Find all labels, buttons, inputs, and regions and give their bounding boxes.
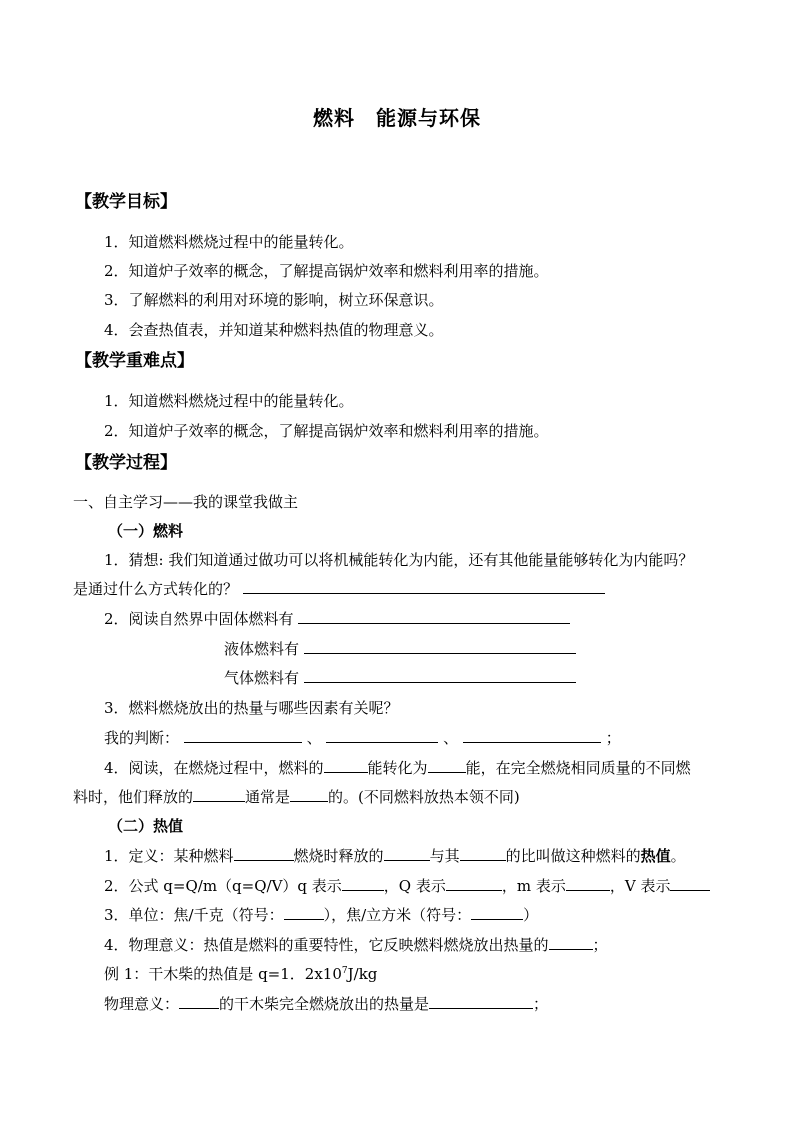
heat-value-term: 热值 [640,847,671,865]
example-line [104,963,377,985]
q1-line1: 1．猜想: 我们知道通过做功可以将机械能转化为内能，还有其他能量能够转化为内能吗？ [104,551,694,569]
factor-blank-2[interactable] [326,727,438,743]
mass-blank[interactable] [179,993,219,1009]
part1-heading: 一、自主学习——我的课堂我做主 [73,493,299,511]
meaning-text: 4．物理意义：热值是燃料的重要特性，它反映燃料燃烧放出热量的 [104,936,549,954]
factor-blank-1[interactable] [184,727,302,743]
liquid-fuel-blank[interactable] [304,638,576,654]
definition-blank-2[interactable] [384,845,430,861]
objective-item-1: 1．知道燃料燃烧过程中的能量转化。 [104,233,354,251]
def-text-c: 与其 [429,847,460,865]
q2-liquid-label: 液体燃料有 [224,640,300,658]
q4-line1 [104,757,691,779]
q1-line2 [73,578,605,600]
usually-blank[interactable] [290,786,328,802]
unit-text-a: 3．单位：焦/千克（符号： [104,906,284,924]
definition-blank-1[interactable] [234,845,294,861]
q3: 3．燃料燃烧放出的热量与哪些因素有关呢？ [104,699,399,717]
phys-text-a: 物理意义： [104,995,180,1013]
gas-fuel-blank[interactable] [304,667,576,683]
meaning-end: ； [592,936,608,954]
unit-text-b: ），焦/立方米（符号： [323,906,472,924]
separator: 、 [443,729,459,747]
q4-text-e: 通常是 [245,788,291,806]
def-text-d: 的比叫做这种燃料的 [505,847,641,865]
formula-line [104,875,710,897]
def-text-a: 1．定义：某种燃料 [104,847,234,865]
heat-value-heading: （二）热值 [108,817,184,835]
objective-item-3: 3．了解燃料的利用对环境的影响，树立环保意识。 [104,291,444,309]
q4-text-d: 料时，他们释放的 [73,788,194,806]
q2-solid [104,608,570,630]
q4-line2 [73,786,520,808]
q2-gas [224,667,576,689]
Q-meaning-blank[interactable] [446,875,502,891]
heat-released-blank[interactable] [429,993,533,1009]
separator: 、 [306,729,322,747]
q4-text-b: 能转化为 [367,759,428,777]
formula-text-d: ，V 表示 [609,877,671,895]
physical-meaning-line [104,993,548,1015]
key-point-item-1: 1．知道燃料燃烧过程中的能量转化。 [104,392,354,410]
meaning-line [104,934,608,956]
objective-item-2: 2．知道炉子效率的概念，了解提高锅炉效率和燃料利用率的措施。 [104,262,549,280]
key-point-item-2: 2．知道炉子效率的概念，了解提高锅炉效率和燃料利用率的措施。 [104,422,549,440]
definition-blank-3[interactable] [460,845,506,861]
example-text-a: 例 1：干木柴的热值是 q=1．2x10 [104,965,342,983]
q3-judge-label: 我的判断： [104,729,180,747]
unit-line [104,904,538,926]
line-end: ； [605,729,621,747]
phys-end: ； [533,995,549,1013]
q4-text-a: 4．阅读，在燃烧过程中，燃料的 [104,759,324,777]
meaning-blank[interactable] [549,934,593,950]
unit-symbol-blank-2[interactable] [471,904,523,920]
page-title: 燃料 能源与环保 [313,106,481,130]
def-end: 。 [670,847,686,865]
q1-answer-blank[interactable] [243,578,605,594]
unit-symbol-blank-1[interactable] [284,904,324,920]
V-meaning-blank[interactable] [670,875,710,891]
q-meaning-blank[interactable] [342,875,384,891]
phys-text-b: 的干木柴完全燃烧放出的热量是 [219,995,430,1013]
definition-line [104,845,686,867]
q1-prompt: 是通过什么方式转化的？ [73,580,239,598]
q4-text-f: 的。(不同燃料放热本领不同) [328,788,520,806]
process-heading: 【教学过程】 [75,453,177,473]
exponent: 7 [341,966,348,976]
formula-text-a: 2．公式 q=Q/m（q=Q/V）q 表示 [104,877,342,895]
q3-judgement [104,727,621,749]
example-unit: J/kg [347,965,378,983]
q4-text-c: 能，在完全燃烧相同质量的不同燃 [465,759,691,777]
formula-text-b: ，Q 表示 [383,877,446,895]
def-text-b: 燃烧时释放的 [293,847,384,865]
objective-item-4: 4．会查热值表，并知道某种燃料热值的物理意义。 [104,321,444,339]
unit-text-c: ） [523,906,539,924]
fuel-heading: （一）燃料 [108,522,184,540]
converted-energy-blank[interactable] [428,757,466,773]
solid-fuel-blank[interactable] [298,608,570,624]
q2-gas-label: 气体燃料有 [224,669,300,687]
released-blank[interactable] [193,786,245,802]
energy-form-blank[interactable] [324,757,368,773]
q2-solid-label: 2．阅读自然界中固体燃料有 [104,610,294,628]
q2-liquid [224,638,576,660]
objectives-heading: 【教学目标】 [75,192,177,212]
formula-text-c: ，m 表示 [501,877,566,895]
factor-blank-3[interactable] [463,727,601,743]
m-meaning-blank[interactable] [566,875,610,891]
key-points-heading: 【教学重难点】 [75,351,194,371]
